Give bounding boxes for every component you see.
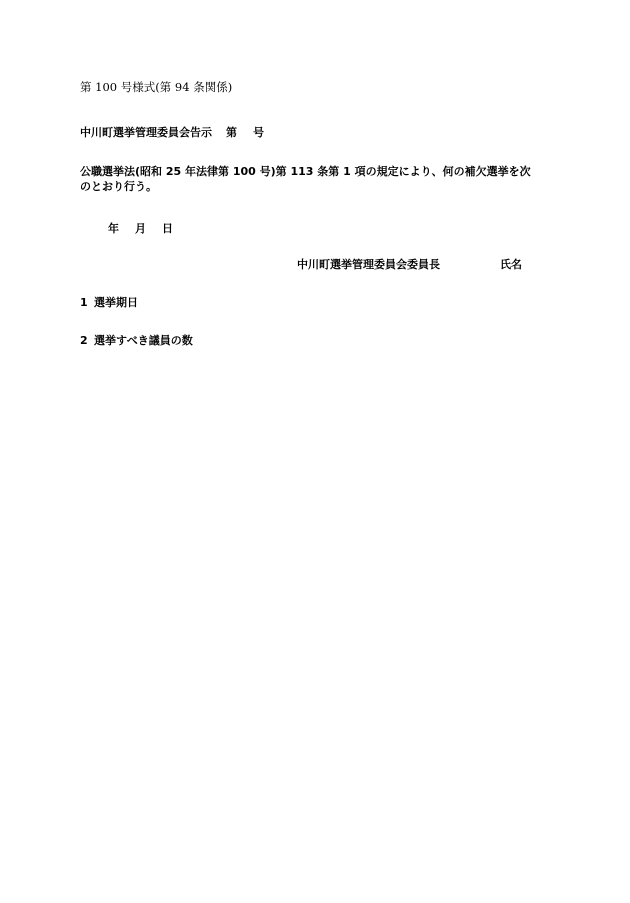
- list-item: [80, 334, 193, 348]
- item-number: 2: [80, 334, 88, 347]
- date-day: 日: [162, 222, 173, 235]
- date-year: 年: [108, 222, 119, 235]
- date-month: 月: [135, 222, 146, 235]
- notice-number-prefix: 第: [226, 126, 237, 139]
- notice-heading: 中川町選挙管理委員会告示: [80, 126, 212, 139]
- notice-body-text: 公職選挙法(昭和 25 年法律第 100 号)第 113 条第 1 項の規定により、何の補欠選挙を次のとおり行う。: [80, 165, 531, 193]
- list-item: [80, 296, 138, 310]
- form-label: 第 100 号様式(第 94 条関係): [80, 80, 233, 94]
- item-number: 1: [80, 296, 88, 309]
- signatory-name-label: 氏名: [500, 258, 522, 271]
- date-line: [108, 222, 173, 236]
- notice-title: [80, 126, 264, 140]
- item-label: 選挙すべき議員の数: [94, 334, 193, 347]
- signatory-title: 中川町選挙管理委員会委員長: [297, 258, 440, 271]
- notice-number-suffix: 号: [253, 126, 264, 139]
- signatory-line: [297, 258, 522, 272]
- item-label: 選挙期日: [94, 296, 138, 309]
